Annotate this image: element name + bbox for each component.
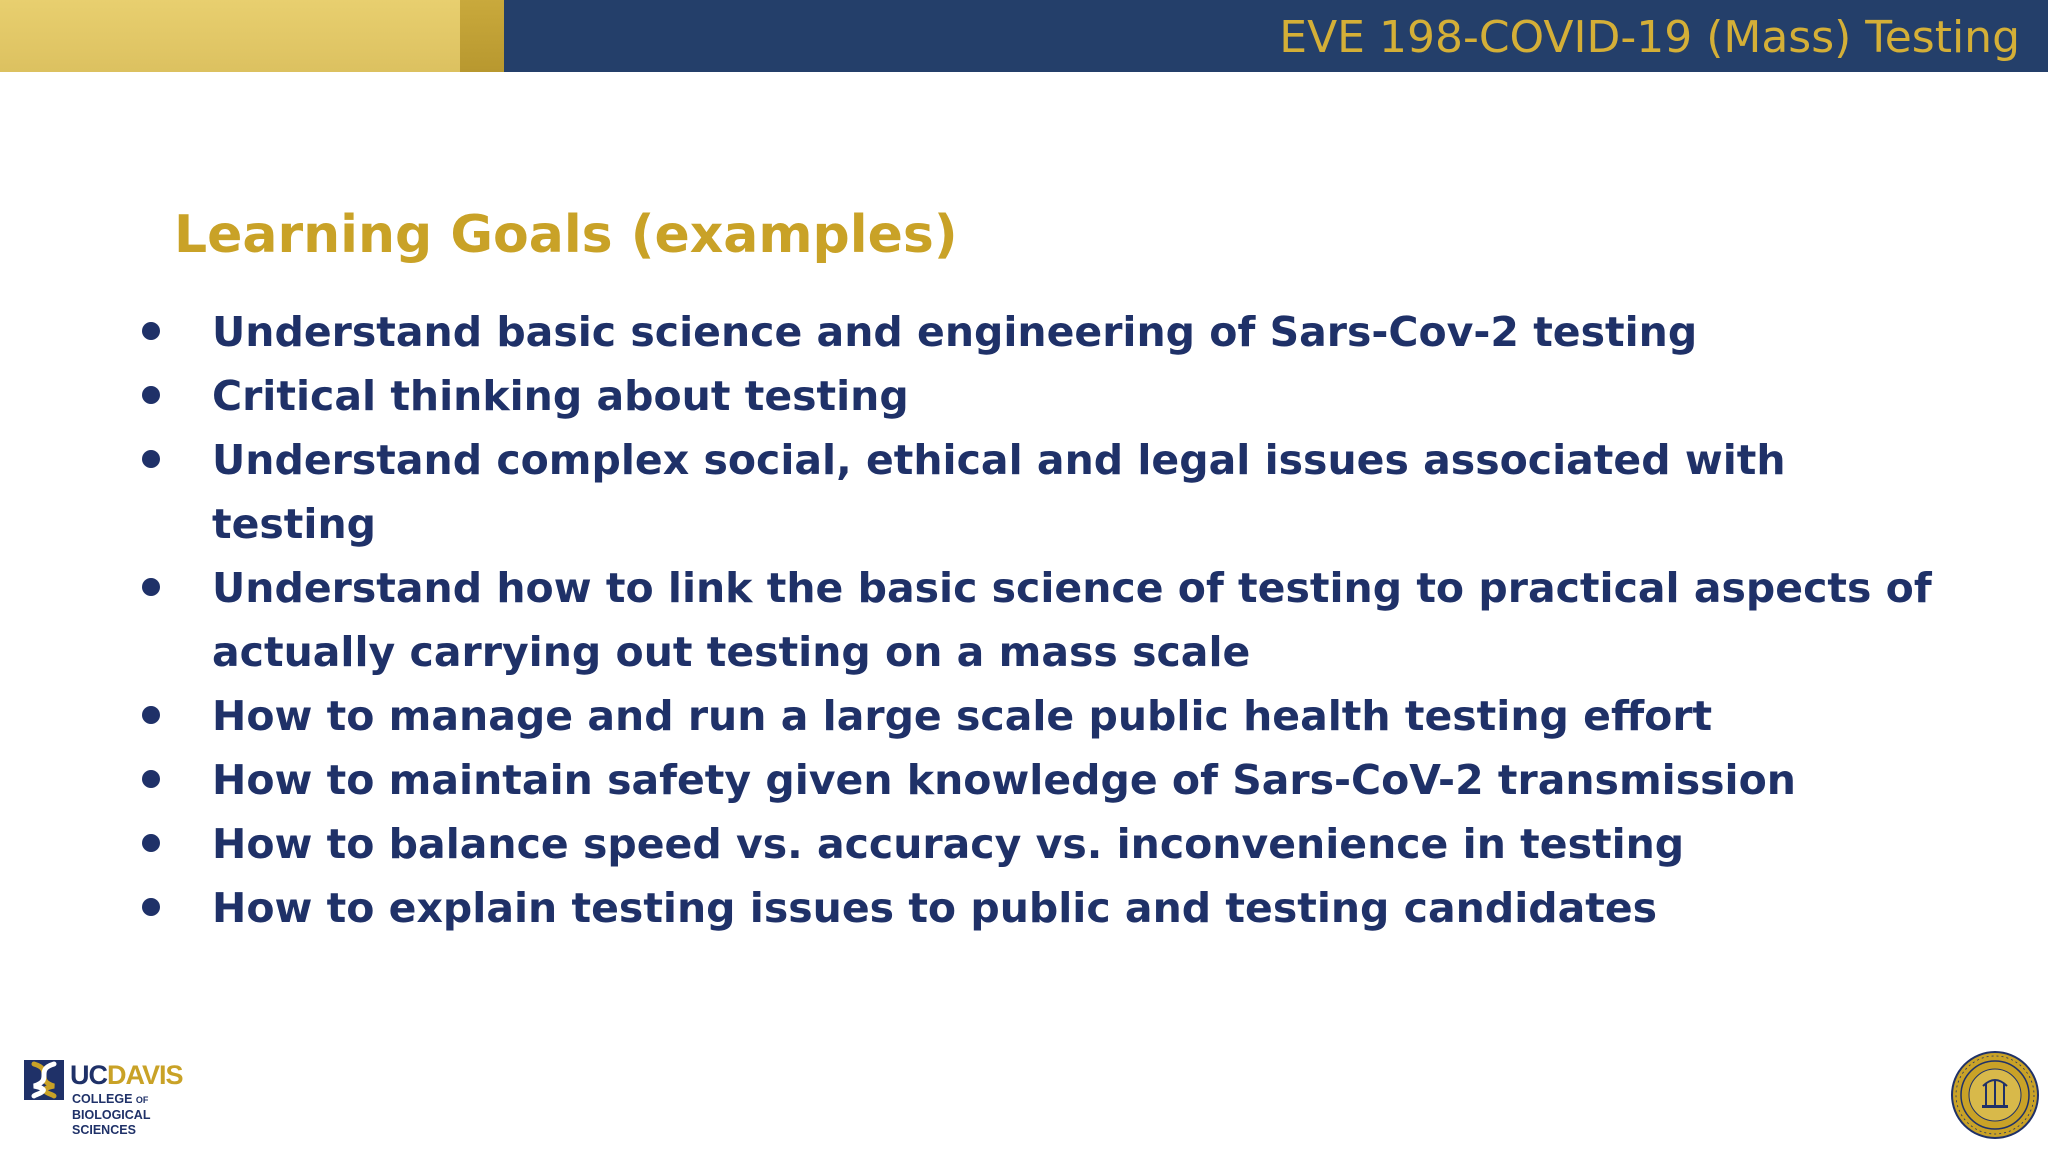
bullet-icon [142, 450, 160, 468]
ucdavis-wordmark [70, 1060, 183, 1090]
college-name [72, 1092, 150, 1138]
goal-item [130, 300, 1950, 364]
course-title: EVE 198-COVID-19 (Mass) Testing [1279, 12, 2020, 63]
goal-item [130, 556, 1950, 684]
goal-text: How to explain testing issues to public and testing candidates [212, 884, 1658, 932]
bullet-icon [142, 898, 160, 916]
goal-item [130, 876, 1950, 940]
goal-text: Understand how to link the basic science of testing to practical aspects of actually carrying out testing on a mass scale [212, 564, 1932, 676]
bullet-icon [142, 322, 160, 340]
goal-text: Critical thinking about testing [212, 372, 909, 420]
goal-item [130, 364, 1950, 428]
goal-text: Understand complex social, ethical and legal issues associated with testing [212, 436, 1786, 548]
bullet-icon [142, 706, 160, 724]
goal-item [130, 684, 1950, 748]
learning-goals-list [130, 300, 1950, 940]
dna-logo-icon [24, 1060, 64, 1100]
goal-text: Understand basic science and engineering of Sars-Cov-2 testing [212, 308, 1698, 356]
goal-item [130, 748, 1950, 812]
header-bar [0, 0, 2048, 72]
goal-text: How to manage and run a large scale public health testing effort [212, 692, 1713, 740]
goal-item [130, 812, 1950, 876]
college-line-2: BIOLOGICAL [72, 1108, 151, 1122]
bullet-icon [142, 386, 160, 404]
goal-item [130, 428, 1950, 556]
slide-heading: Learning Goals (examples) [174, 205, 958, 265]
goal-text: How to maintain safety given knowledge of Sars-CoV-2 transmission [212, 756, 1796, 804]
header-gold-band [0, 0, 460, 72]
bullet-icon [142, 578, 160, 596]
header-gold-accent [460, 0, 504, 72]
ucdavis-cbs-logo [24, 1060, 214, 1136]
bullet-icon [142, 834, 160, 852]
university-seal-icon [1950, 1050, 2040, 1140]
logo-uc: UC [70, 1060, 107, 1090]
logo-davis: DAVIS [107, 1060, 183, 1090]
bullet-icon [142, 770, 160, 788]
goal-text: How to balance speed vs. accuracy vs. inconvenience in testing [212, 820, 1685, 868]
college-line-1: COLLEGE OF [72, 1092, 149, 1106]
college-line-3: SCIENCES [72, 1123, 136, 1137]
